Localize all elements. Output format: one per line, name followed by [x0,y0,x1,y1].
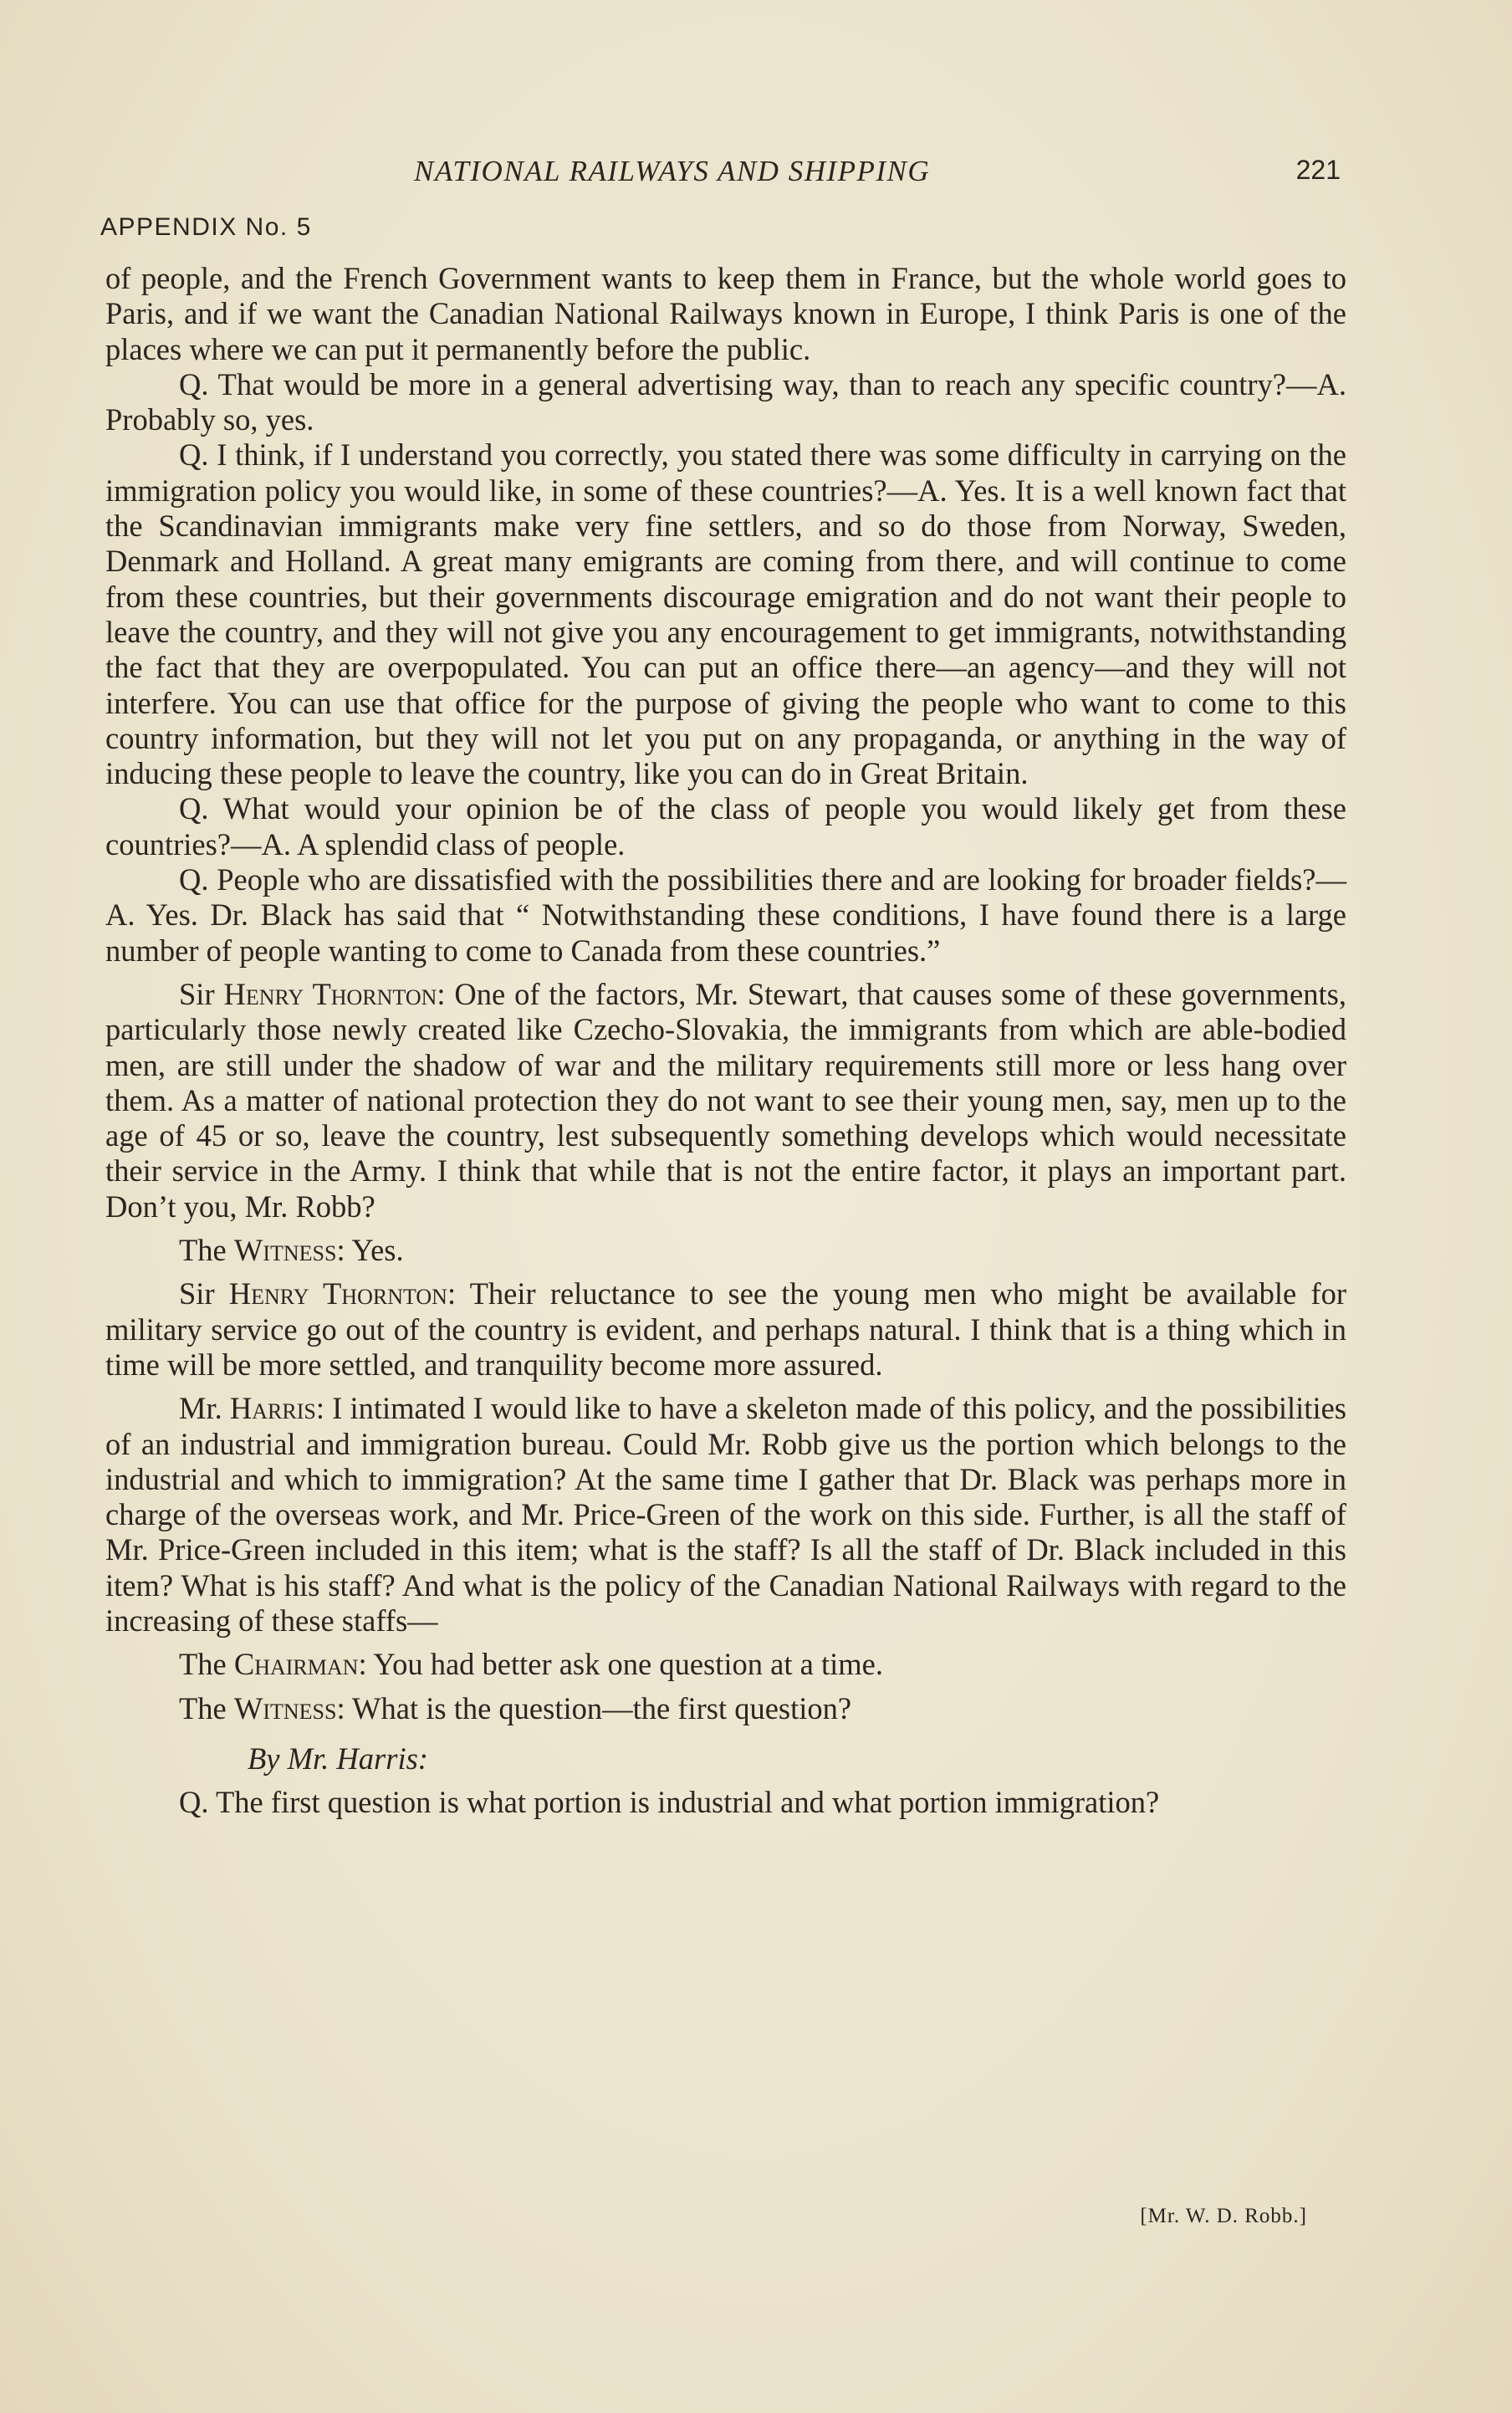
speaker-name: Harris [229,1391,316,1426]
speaker-name: Henry Thornton [228,1276,447,1311]
speaker-name: Witness [233,1233,337,1268]
speaker-prefix: Sir [179,1276,229,1311]
speaker-name: Chairman [233,1647,359,1682]
speaker-prefix: Sir [179,976,224,1011]
paragraph-speech [105,1691,1346,1726]
paragraph-question: Q. That would be more in a general advertising way, than to reach any specific country?—A. Probably so, yes. [105,366,1346,437]
paragraph-question: Q. The first question is what portion is industrial and what portion immigration? [179,1785,1160,1820]
paragraph-speech [105,1391,1346,1638]
speech-text: : Their reluctance to see the young men who might be available for military service go out of the country is evident, and perhaps natural. I think that is a thing which in time will be more settled, and tranquility become more assured. [105,1276,1346,1382]
paragraph-speech [105,1233,1346,1268]
page-number: 221 [1295,155,1341,185]
by-line: By Mr. Harris: [248,1741,428,1776]
speech-text: : You had better ask one question at a time. [358,1647,883,1682]
speaker-prefix: The [179,1690,234,1725]
paragraph-speech [105,977,1346,1224]
paragraph-question: Q. I think, if I understand you correctly, you stated there was some difficulty in carrying on the immigration policy you would like, in some of these countries?—A. Yes. It is a well known fact that the Scandinavian immigrants make very fine settlers, and so do those from Norway, Sweden, Denmark and Holland. A great many emigrants are coming from there, and will continue to come from these countries, but their governments discourage emigration and do not want their people to leave the country, and they will not give you any encouragement to get immigrants, notwithstanding the fact that they are overpopulated. You can put an office there—an agency—and they will not interfere. You can use that office for the purpose of giving the people who want to come to this country information, but they will not let you put on any propaganda, or anything in the way of inducing these people to leave the country, like you can do in Great Britain. [105,437,1346,791]
speaker-name: Henry Thornton [223,976,437,1011]
speech-text: : I intimated I would like to have a skeleton made of this policy, and the possibilities of an industrial and immigration bureau. Could Mr. Robb give us the portion which belongs to the industrial and which to immigration? At the same time I gather that Dr. Black was perhaps more in charge of the overseas work, and Mr. Price-Green of the work on this side. Further, is all the staff of Mr. Price-Green included in this item; what is the staff? Is all the staff of Dr. Black included in this item? What is his staff? And what is the policy of the Canadian National Railways with regard to the increasing of these staffs— [105,1391,1346,1638]
paragraph-question: Q. People who are dissatisfied with the possibilities there and are looking for broader fields?—A. Yes. Dr. Black has said that “ Notwithstanding these conditions, I have found there is a large number of people wanting to come to Canada from these countries.” [105,862,1346,968]
speech-text: : One of the factors, Mr. Stewart, that causes some of these governments, particularly those newly created like Czecho-Slovakia, the immigrants from which are able-bodied men, are still under the shadow of war and the military requirements still more or less hang over them. As a matter of national protection they do not want to see their young men, say, men up to the age of 45 or so, leave the country, lest subsequently something develops which would necessitate their service in the Army. I think that while that is not the entire factor, it plays an important part. Don’t you, Mr. Robb? [105,976,1346,1224]
running-title: NATIONAL RAILWAYS AND SHIPPING [414,155,931,187]
paragraph-speech [105,1276,1346,1383]
speaker-name: Witness [233,1690,337,1725]
paragraph-question: Q. What would your opinion be of the class of people you would likely get from these countries?—A. A splendid class of people. [105,791,1346,861]
speaker-prefix: The [179,1233,234,1268]
footer-reference: [Mr. W. D. Robb.] [1140,2205,1307,2227]
paragraph-speech [105,1647,1346,1682]
speaker-prefix: Mr. [179,1391,230,1426]
appendix-label: APPENDIX No. 5 [100,213,312,241]
speech-text: : What is the question—the first question? [336,1690,852,1725]
running-head [0,155,1512,197]
paragraph-continuation: of people, and the French Government wants to keep them in France, but the whole world goes to Paris, and if we want the Canadian National Railways known in Europe, I think Paris is one of the places where we can put it permanently before the public. [105,261,1346,366]
speaker-prefix: The [179,1647,234,1682]
body-text [105,261,1346,1820]
speech-text: : Yes. [336,1233,404,1268]
